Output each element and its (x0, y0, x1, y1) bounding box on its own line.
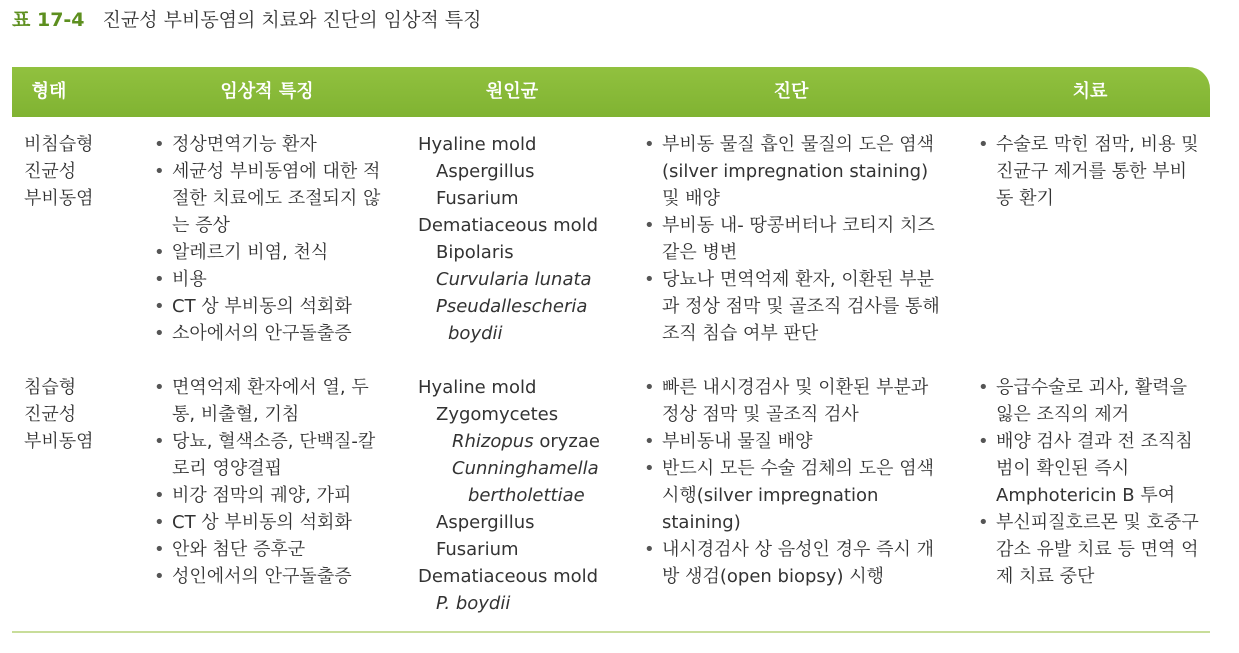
list-item: • 부비동내 물질 배양 (640, 428, 945, 455)
organism-name: Cunninghamella (452, 458, 599, 479)
organism-name: Curvularia lunata (436, 269, 592, 290)
list-item: • 내시경검사 상 음성인 경우 즉시 개방 생검(open biopsy) 시행 (640, 536, 945, 590)
row1-type-line: 진균성 (24, 161, 77, 182)
table-number: 표 17-4 (12, 9, 85, 31)
organism-name: bertholettiae (468, 485, 585, 506)
list-item: • 배양 검사 결과 전 조직침범이 확인된 즉시 Amphotericin B 투여 (974, 428, 1200, 509)
organism-name: Aspergillus (436, 512, 535, 533)
table-header-row (12, 67, 1210, 117)
list-item: • 빠른 내시경검사 및 이환된 부분과 정상 점막 및 골조직 검사 (640, 374, 945, 428)
row1-features (150, 131, 386, 347)
row2-type-line: 부비동염 (24, 431, 94, 452)
list-item: • 부비동 내- 땅콩버터나 코티지 치즈같은 병변 (640, 212, 945, 266)
row1-type-line: 부비동염 (24, 188, 94, 209)
organism-name: boydii (448, 323, 503, 344)
list-item: • 성인에서의 안구돌출증 (150, 563, 386, 590)
organism-name: Pseudallescheria (436, 296, 588, 317)
list-item: • 알레르기 비염, 천식 (150, 239, 386, 266)
header-diagnosis: 진단 (773, 81, 809, 102)
organism-group: Dematiaceous mold (418, 566, 599, 587)
organism-group: Hyaline mold (418, 377, 537, 398)
organism-group: Dematiaceous mold (418, 215, 599, 236)
list-item: • 당뇨나 면역억제 환자, 이환된 부분과 정상 점막 및 골조직 검사를 통해 조직 침습 여부 판단 (640, 266, 945, 347)
table-caption (12, 7, 481, 33)
list-item: • 부비동 물질 흡인 물질의 도은 염색(silver impregnation staining) 및 배양 (640, 131, 945, 212)
list-item: • 세균성 부비동염에 대한 적절한 치료에도 조절되지 않는 증상 (150, 158, 386, 239)
list-item: • CT 상 부비동의 석회화 (150, 509, 386, 536)
table-title: 진균성 부비동염의 치료와 진단의 임상적 특징 (102, 9, 482, 31)
row1-organisms (418, 131, 628, 347)
header-features: 임상적 특징 (220, 81, 314, 102)
row2-diagnosis (640, 374, 945, 590)
row2-type-line: 침습형 (24, 377, 77, 398)
organism-species: oryzae (539, 431, 600, 452)
header-type: 형태 (31, 81, 67, 102)
organism-genus: Rhizopus (452, 431, 534, 452)
row2-treatment (974, 374, 1200, 590)
header-organisms: 원인균 (485, 81, 539, 102)
row1-diagnosis (640, 131, 945, 347)
list-item: • 부신피질호르몬 및 호중구 감소 유발 치료 등 면역 억제 치료 중단 (974, 509, 1200, 590)
list-item: • CT 상 부비동의 석회화 (150, 293, 386, 320)
list-item: • 안와 첨단 증후군 (150, 536, 386, 563)
list-item: • 비강 점막의 궤양, 가피 (150, 482, 386, 509)
organism-name: Fusarium (436, 188, 519, 209)
organism-name: Aspergillus (436, 161, 535, 182)
table-bottom-rule (12, 631, 1210, 633)
list-item: • 반드시 모든 수술 검체의 도은 염색 시행(silver impregnation staining) (640, 455, 945, 536)
row2-features (150, 374, 386, 590)
organism-group: Hyaline mold (418, 134, 537, 155)
row2-type-line: 진균성 (24, 404, 77, 425)
organism-name: Fusarium (436, 539, 519, 560)
row1-type (24, 131, 134, 212)
row2-type (24, 374, 134, 455)
list-item: • 소아에서의 안구돌출증 (150, 320, 386, 347)
row1-type-line: 비침습형 (24, 134, 94, 155)
list-item: • 정상면역기능 환자 (150, 131, 386, 158)
list-item: • 비용 (150, 266, 386, 293)
list-item: • 면역억제 환자에서 열, 두통, 비출혈, 기침 (150, 374, 386, 428)
header-treatment: 치료 (1072, 81, 1108, 102)
organism-name: Zygomycetes (436, 404, 559, 425)
list-item: • 수술로 막힌 점막, 비용 및 진균구 제거를 통한 부비동 환기 (974, 131, 1200, 212)
list-item: • 응급수술로 괴사, 활력을 잃은 조직의 제거 (974, 374, 1200, 428)
list-item: • 당뇨, 혈색소증, 단백질-칼로리 영양결핍 (150, 428, 386, 482)
row1-treatment (974, 131, 1200, 212)
organism-name: P. boydii (436, 593, 511, 614)
row2-organisms (418, 374, 633, 617)
organism-name: Bipolaris (436, 242, 514, 263)
